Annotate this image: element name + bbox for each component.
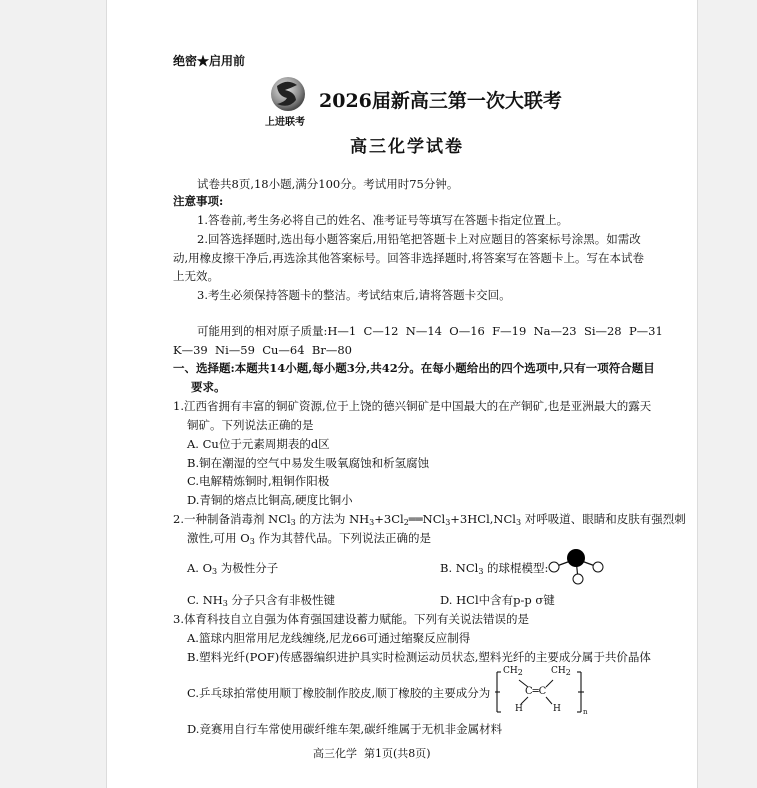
q2-sub-3: 2 [403,518,409,527]
section-1-heading-cont: 要求。 [191,380,226,394]
atomic-masses-line-1: 可能用到的相对原子质量:H—1 C—12 N—14 O—16 F—19 Na—23 Si—28 P—31 [197,324,663,338]
section-1-heading: 一、选择题:本题共14小题,每小题3分,共42分。在每小题给出的四个选项中,只有一项符合题目 [173,361,655,375]
q2-reaction-arrow: ══ [408,512,423,526]
q2-b-text-1: B. NCl [440,561,479,575]
q2-text-1: 2.一种制备消毒剂 NCl [173,512,291,526]
note-2-line-2: 动,用橡皮擦干净后,再选涂其他答案标号。回答非选择题时,将答案写在答题卡上。写在本试卷 [173,251,644,265]
paper-title: 高三化学试卷 [350,137,464,157]
ncl3-ball-stick-model [545,546,605,586]
q2-a-text-1: A. O [187,561,213,575]
ch2-right [551,666,571,677]
q1-option-a: A. Cu位于元素周期表的d区 [187,437,330,451]
q2-sub-2: 3 [369,518,375,527]
q2-l2-text-1: 激性,可用 O [187,531,250,545]
q1-option-d: D.青铜的熔点比铜高,硬度比铜小 [187,493,353,507]
q2-sub-4: 3 [445,518,451,527]
q1-option-b: B.铜在潮湿的空气中易发生吸氧腐蚀和析氢腐蚀 [187,456,430,470]
q2-l2-text-2: 作为其替代品。下列说法正确的是 [254,531,431,545]
ch2-left-text: CH [503,666,518,676]
q3-stem: 3.体育科技自立自强为体育强国建设蓄力赋能。下列有关说法错误的是 [173,612,529,626]
q2-text-5: +3HCl,NCl [450,512,516,526]
secrecy-label: 绝密★启用前 [173,54,246,68]
logo-text: 上进联考 [265,117,305,128]
exam-title: 2026届新高三第一次大联考 [319,90,562,112]
ch2-right-text: CH [551,666,566,676]
q2-b-sub: 3 [478,567,484,576]
q2-a-sub: 3 [212,567,218,576]
polybutadiene-structure [495,666,589,718]
q2-c-text-2: 分子只含有非极性键 [227,593,336,607]
h-right: H [553,704,561,714]
q3-option-b: B.塑料光纤(POF)传感器编织进护具实时检测运动员状态,塑料光纤的主要成分属于共价晶体 [187,650,651,664]
note-2-line-3: 上无效。 [173,269,219,283]
note-2-line-1: 2.回答选择题时,选出每小题答案后,用铅笔把答题卡上对应题目的答案标号涂黑。如需改 [197,232,641,246]
h-left: H [515,704,523,714]
exam-page [106,0,698,788]
ch2-right-sub: 2 [565,668,571,677]
repeat-n: n [583,708,588,716]
q2-a-text-2: 为极性分子 [217,561,279,575]
q2-option-a [187,560,278,580]
page-footer: 高三化学 第1页(共8页) [313,747,431,760]
q1-stem-line-2: 铜矿。下列说法正确的是 [187,418,314,432]
q2-text-2: 的方法为 NH [295,512,370,526]
q2-l2-sub: 3 [249,537,255,546]
q2-text-6: 对呼吸道、眼睛和皮肤有强烈刺 [521,512,686,526]
q2-c-sub: 3 [222,599,228,608]
q2-option-c [187,592,335,612]
q2-sub-1: 3 [290,518,296,527]
double-bond: C═C [525,686,547,697]
ch2-left [503,666,523,677]
q1-stem-line-1: 1.江西省拥有丰富的铜矿资源,位于上饶的德兴铜矿是中国最大的在产铜矿,也是亚洲最大的露天 [173,399,652,413]
q2-sub-5: 3 [515,518,522,527]
q2-stem-line-1 [173,511,686,531]
q3-option-c: C.乒乓球拍常使用顺丁橡胶制作胶皮,顺丁橡胶的主要成分为 [187,686,491,700]
q2-option-b [440,560,548,580]
q2-option-d: D. HCl中含有p-p σ键 [440,593,555,607]
intro-text: 试卷共8页,18小题,满分100分。考试用时75分钟。 [197,177,459,191]
note-3: 3.考生必须保持答题卡的整洁。考试结束后,请将答题卡交回。 [197,288,511,302]
q2-stem-line-2 [187,530,431,550]
ncl3-model-icon [545,546,605,586]
note-1: 1.答卷前,考生务必将自己的姓名、准考证号等填写在答题卡指定位置上。 [197,213,569,227]
notes-heading: 注意事项: [173,194,224,208]
q2-c-text-1: C. NH [187,593,223,607]
q1-option-c: C.电解精炼铜时,粗铜作阳极 [187,474,330,488]
q3-option-d: D.竞赛用自行车常使用碳纤维车架,碳纤维属于无机非金属材料 [187,722,503,736]
ch2-left-sub: 2 [517,668,523,677]
atomic-masses-line-2: K—39 Ni—59 Cu—64 Br—80 [173,343,352,357]
q3-option-a: A.篮球内胆常用尼龙线缠绕,尼龙66可通过缩聚反应制得 [187,631,471,645]
q2-text-3: +3Cl [374,512,404,526]
q2-text-4: NCl [422,512,446,526]
q2-b-text-2: 的球棍模型: [483,561,549,575]
logo [265,76,313,126]
